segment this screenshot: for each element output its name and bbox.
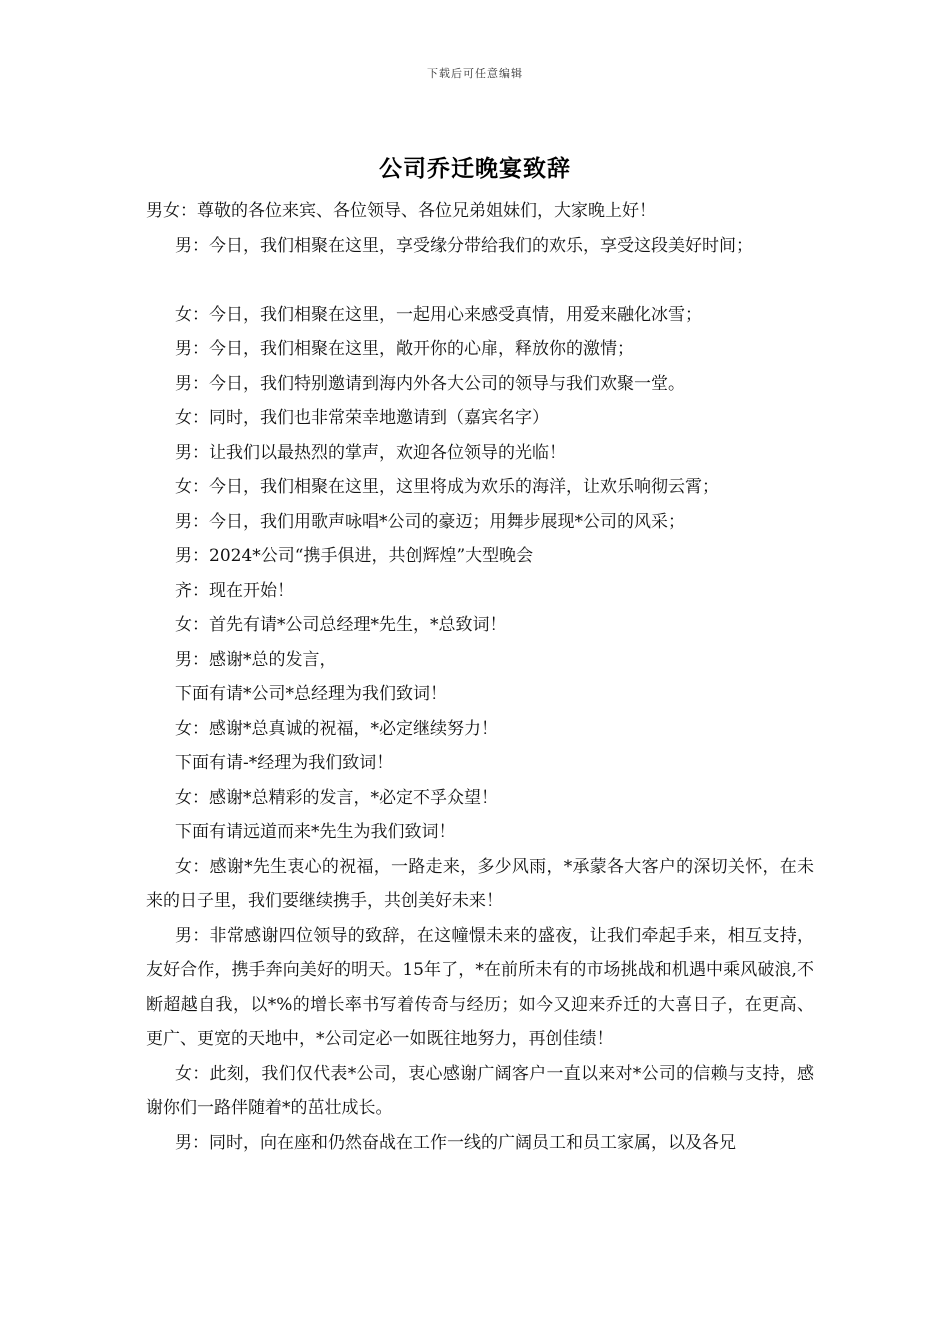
paragraph: 男：今日，我们用歌声咏唱*公司的豪迈；用舞步展现*公司的风采； [175,511,685,532]
paragraph: 女：同时，我们也非常荣幸地邀请到（嘉宾名字） [175,408,549,428]
paragraph: 齐：现在开始！ [175,580,294,601]
paragraph: 女：此刻，我们仅代表*公司，衷心感谢广阔客户一直以来对*公司的信赖与支持，感谢你们一路伴随着*的茁壮成长。 [146,1063,814,1118]
paragraph: 男：让我们以最热烈的掌声，欢迎各位领导的光临！ [175,442,566,463]
paragraph: 男女：尊敬的各位来宾、各位领导、各位兄弟姐妹们，大家晚上好！ [146,201,656,221]
document-title: 公司乔迁晚宴致辞 [379,155,571,182]
paragraph: 男：今日，我们相聚在这里，敞开你的心扉，释放你的激情； [175,339,634,359]
paragraph: 女：感谢*总精彩的发言，*必定不孚众望！ [175,787,498,808]
paragraph: 女：首先有请*公司总经理*先生，*总致词！ [175,615,507,635]
paragraph: 男：2024*公司“携手俱进，共创辉煌”大型晚会 [175,546,534,566]
paragraph: 女：感谢*先生衷心的祝福，一路走来，多少风雨，*承蒙各大客户的深切关怀，在未来的日子里，我们要继续携手，共创美好未来！ [146,856,814,911]
paragraph: 男：今日，我们相聚在这里，享受缘分带给我们的欢乐，享受这段美好时间； [175,235,753,256]
blank-line [146,263,814,298]
paragraph: 下面有请*公司*总经理为我们致词！ [175,684,447,704]
paragraph: 女：感谢*总真诚的祝福，*必定继续努力！ [175,718,498,739]
paragraph: 男：今日，我们特别邀请到海内外各大公司的领导与我们欢聚一堂。 [175,373,685,394]
paragraph: 下面有请远道而来*先生为我们致词！ [175,822,456,842]
header-note: 下载后可任意编辑 [427,67,523,80]
paragraph: 下面有请-*经理为我们致词！ [175,753,394,773]
paragraph: 男：非常感谢四位领导的致辞，在这幢憬未来的盛夜，让我们牵起手来，相互支持，友好合作，携手奔向美好的明天。15年了，*在前所未有的市场挑战和机遇中乘风破浪,不断超越自我，以*%的增长率书写着传奇与经历；如今又迎来乔迁的大喜日子，在更高、更广、更宽的天地中，*公司定必一如既往地努力，再创佳绩！ [146,925,814,1049]
paragraph: 男：同时，向在座和仍然奋战在工作一线的广阔员工和员工家属，以及各兄 [175,1132,736,1153]
paragraph: 女：今日，我们相聚在这里，一起用心来感受真情，用爱来融化冰雪； [175,304,702,325]
paragraph: 男：感谢*总的发言， [175,649,337,670]
paragraph: 女：今日，我们相聚在这里，这里将成为欢乐的海洋，让欢乐响彻云霄； [175,477,719,497]
document-body [146,194,814,1160]
